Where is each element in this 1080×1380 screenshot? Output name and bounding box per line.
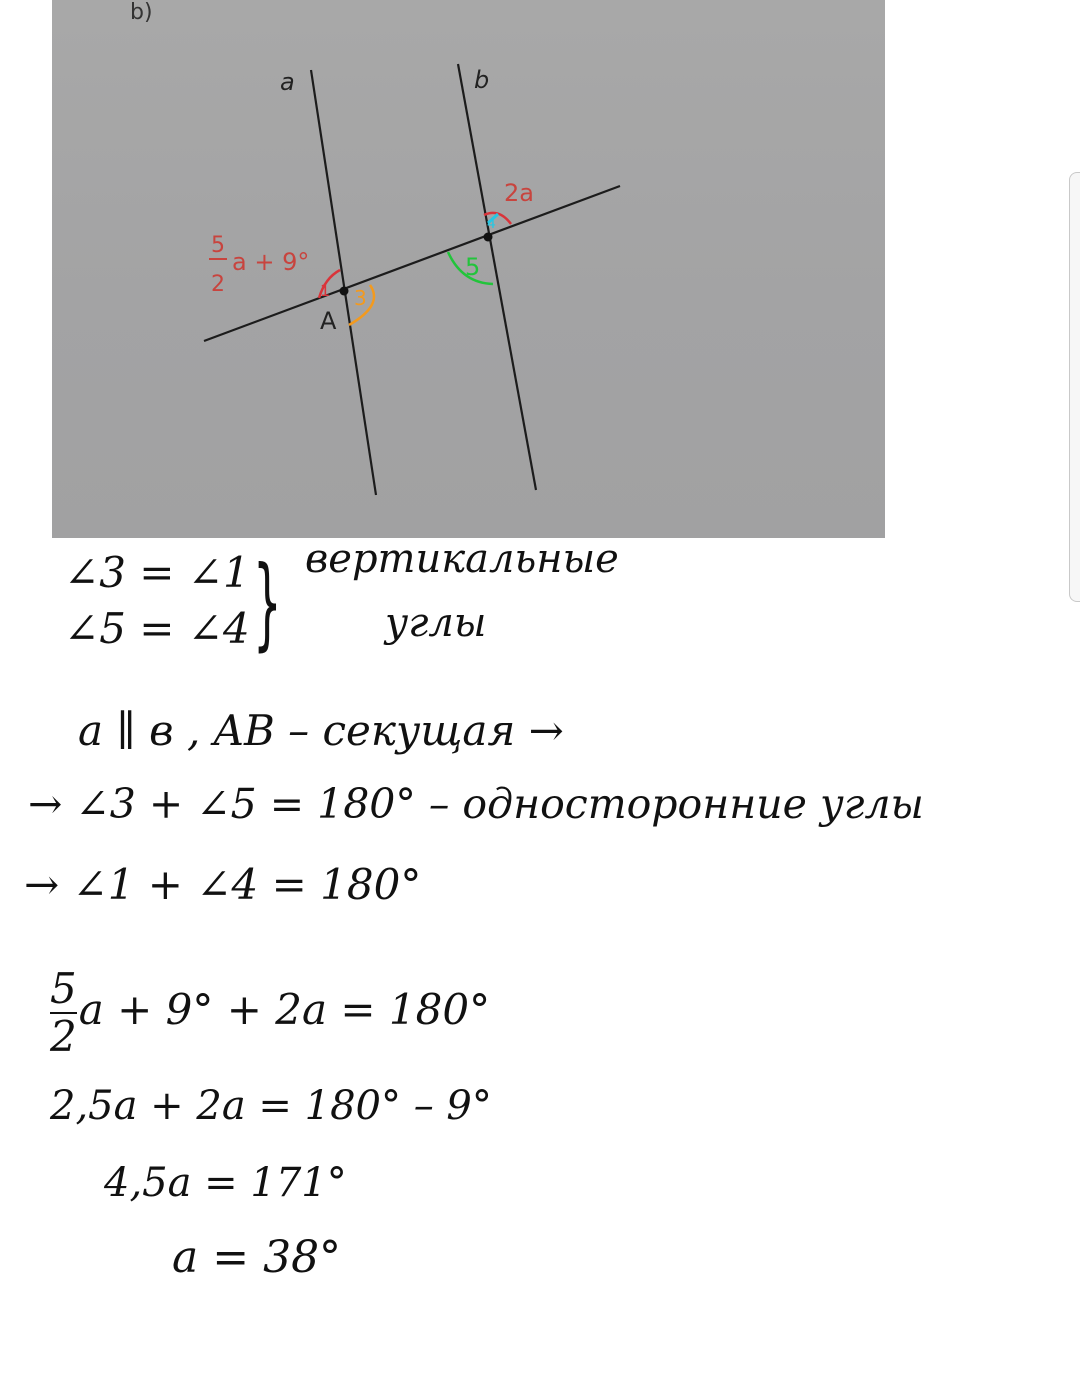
scrollbar[interactable]	[1069, 172, 1080, 602]
vertical-angles-note-2: углы	[385, 600, 487, 646]
vertical-angles-line-1: ∠3 = ∠1	[64, 548, 250, 597]
point-a-label: A	[320, 307, 337, 335]
angle-1-label: 1	[320, 281, 331, 300]
equation-1-fraction	[50, 964, 77, 1061]
equation-1	[50, 964, 491, 1061]
angle-top-numerator: 5	[211, 233, 225, 258]
vertical-angles-note: вертикальные	[305, 536, 619, 582]
angle-top-denominator: 2	[211, 272, 225, 297]
equation-4: a = 38°	[172, 1232, 342, 1283]
angle-3-label: 3	[354, 286, 367, 310]
sum-angles-line: → ∠1 + ∠4 = 180°	[24, 860, 422, 909]
angle-top-expression-rest: a + 9°	[232, 248, 310, 276]
co-interior-angles-line: → ∠3 + ∠5 = 180° – односторонние углы	[28, 780, 924, 828]
textbook-photo	[52, 0, 885, 538]
equation-1-numerator: 5	[50, 964, 77, 1013]
line-b-label: b	[474, 66, 490, 94]
line-a-label: a	[280, 68, 295, 96]
vertical-angles-line-2: ∠5 = ∠4	[64, 604, 250, 653]
parallel-statement: a ∥ в , AB – секущая →	[78, 706, 564, 755]
equation-2: 2,5a + 2a = 180° – 9°	[50, 1083, 492, 1129]
angle-5-label: 5	[465, 253, 481, 281]
point-a-dot	[340, 287, 349, 296]
equation-1-denominator: 2	[50, 1012, 77, 1061]
angle-b-expression: 2a	[504, 179, 534, 207]
curly-brace: }	[253, 544, 282, 661]
equation-1-rest: a + 9° + 2a = 180°	[78, 985, 491, 1034]
point-b-dot	[484, 233, 493, 242]
equation-3: 4,5a = 171°	[104, 1160, 347, 1206]
angle-4-label: 4	[487, 216, 496, 232]
figure-label: b)	[130, 0, 153, 25]
parallel-lines-figure	[52, 0, 885, 538]
